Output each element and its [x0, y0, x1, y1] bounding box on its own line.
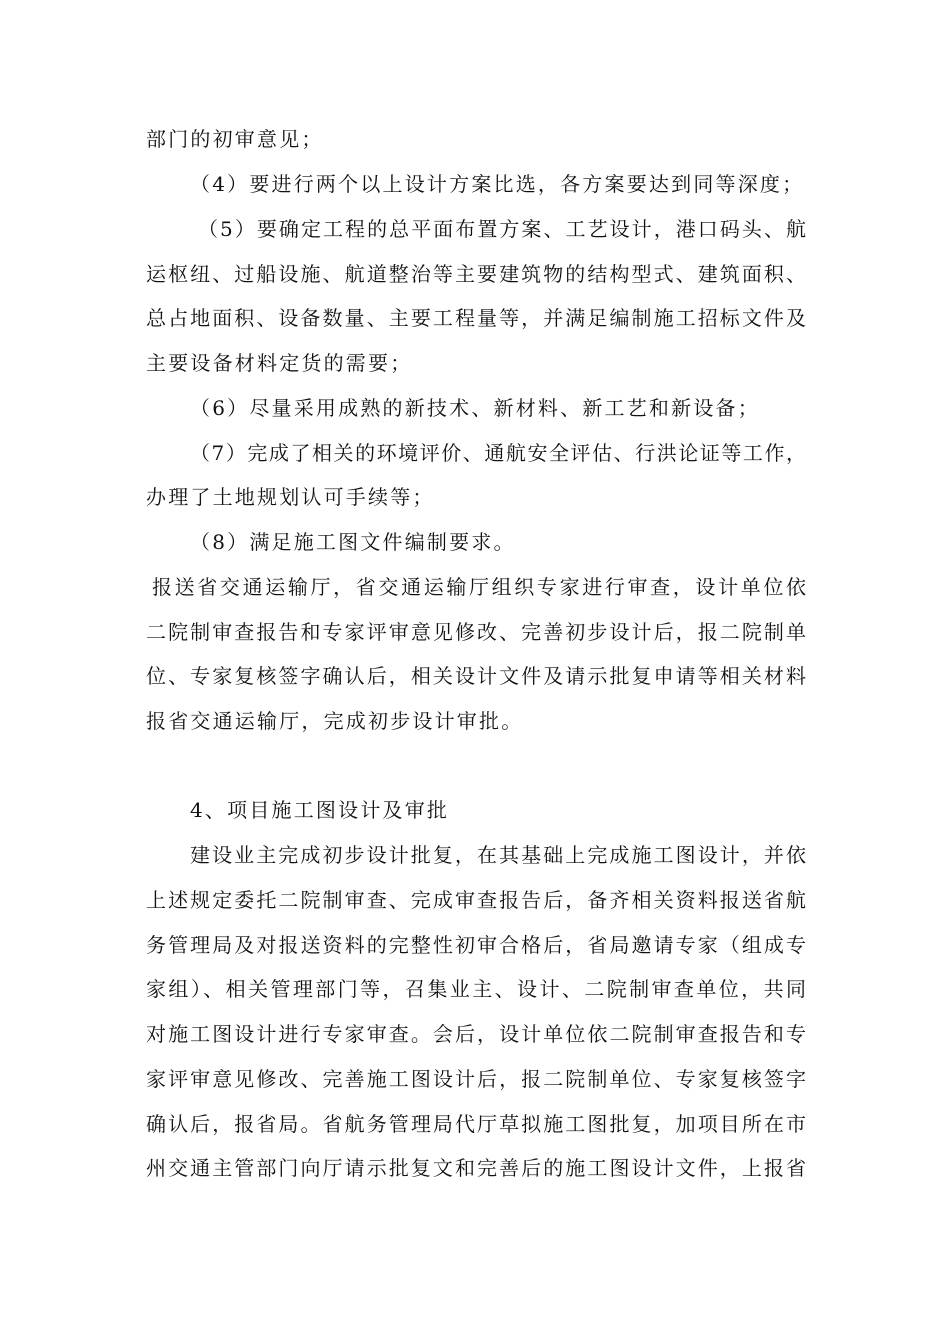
- text-line: 州交通主管部门向厅请示批复文和完善后的施工图设计文件，上报省: [146, 1156, 806, 1180]
- text-line: 家组）、相关管理部门等，召集业主、设计、二院制审查单位，共同: [146, 977, 806, 1001]
- text-line: 总占地面积、设备数量、主要工程量等，并满足编制施工招标文件及: [146, 306, 806, 330]
- text-line: 家评审意见修改、完善施工图设计后，报二院制单位、专家复核签字: [146, 1067, 806, 1091]
- text-line: （4）要进行两个以上设计方案比选，各方案要达到同等深度；: [190, 172, 805, 196]
- text-line: 办理了土地规划认可手续等；: [146, 485, 435, 509]
- text-line: （6）尽量采用成熟的新技术、新材料、新工艺和新设备；: [190, 396, 760, 420]
- text-line: （8）满足施工图文件编制要求。: [190, 530, 516, 554]
- text-line: 部门的初审意见；: [146, 127, 324, 151]
- text-line: 报送省交通运输厅，省交通运输厅组织专家进行审查，设计单位依: [152, 575, 806, 599]
- text-line: 务管理局及对报送资料的完整性初审合格后，省局邀请专家（组成专: [146, 933, 806, 957]
- text-line: 位、专家复核签字确认后，相关设计文件及请示批复申请等相关材料: [146, 664, 806, 688]
- text-line: （5）要确定工程的总平面布置方案、工艺设计，港口码头、航: [198, 217, 806, 241]
- text-line: （7）完成了相关的环境评价、通航安全评估、行洪论证等工作，: [190, 441, 806, 465]
- text-line: 上述规定委托二院制审查、完成审查报告后，备齐相关资料报送省航: [146, 888, 806, 912]
- text-line: 对施工图设计进行专家审查。会后，设计单位依二院制审查报告和专: [146, 1022, 806, 1046]
- section-heading: 4、项目施工图设计及审批: [190, 798, 450, 822]
- text-line: 主要设备材料定货的需要；: [146, 351, 413, 375]
- text-line: 确认后，报省局。省航务管理局代厅草拟施工图批复，加项目所在市: [146, 1112, 806, 1136]
- text-line: 二院制审查报告和专家评审意见修改、完善初步设计后，报二院制单: [146, 620, 806, 644]
- text-line: 报省交通运输厅，完成初步设计审批。: [146, 709, 524, 733]
- text-line: 运枢纽、过船设施、航道整治等主要建筑物的结构型式、建筑面积、: [146, 262, 806, 286]
- text-line: 建设业主完成初步设计批复，在其基础上完成施工图设计，并依: [190, 843, 806, 867]
